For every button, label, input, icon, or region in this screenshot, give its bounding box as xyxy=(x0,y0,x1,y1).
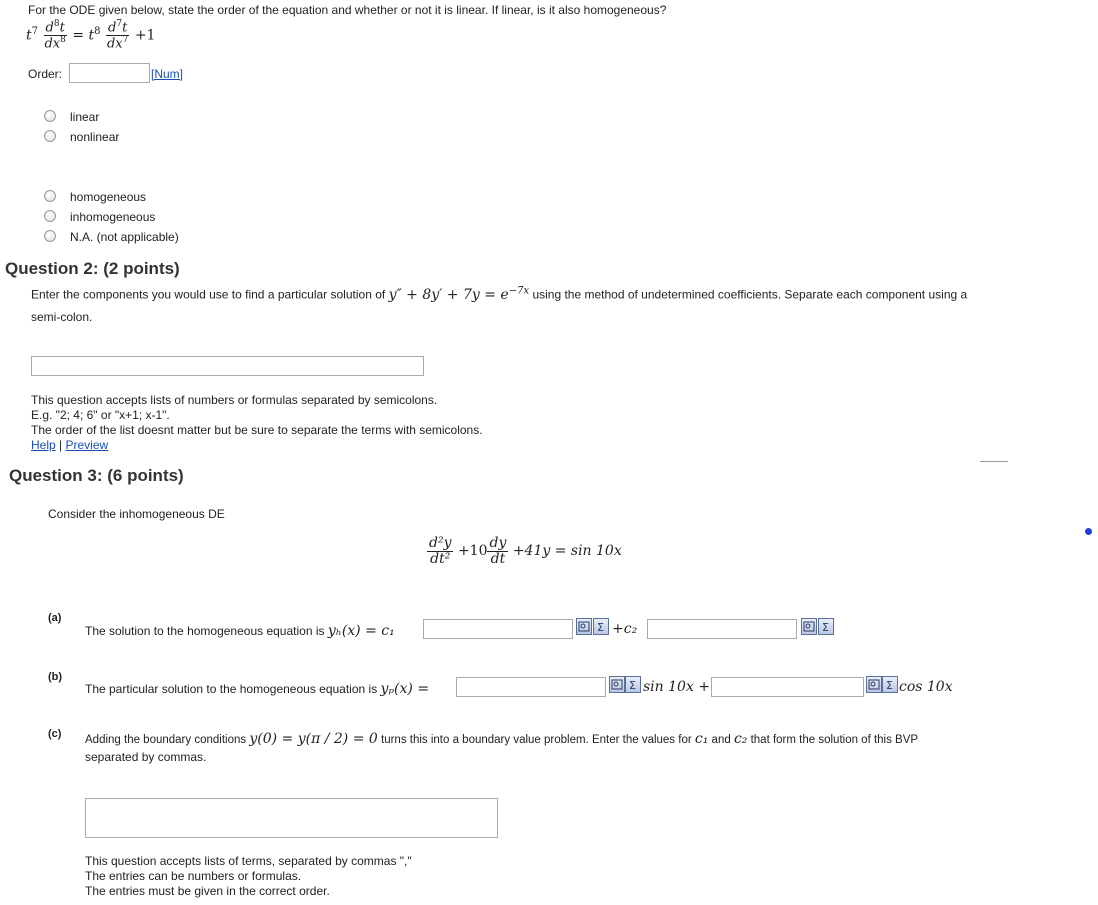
help-line: This question accepts lists of terms, separated by commas "," xyxy=(85,854,412,868)
radio-label-na: N.A. (not applicable) xyxy=(70,230,179,244)
radio-linear[interactable] xyxy=(44,110,56,122)
order-label: Order: xyxy=(28,67,63,81)
part-a-plus-c2: +c₂ xyxy=(612,621,638,637)
radio-nonlinear[interactable] xyxy=(44,130,56,142)
help-link[interactable]: Help xyxy=(31,438,56,452)
part-a-label: (a) xyxy=(48,612,62,624)
link-separator: | xyxy=(55,438,66,452)
part-a-input-1[interactable] xyxy=(423,619,573,639)
radio-homogeneous[interactable] xyxy=(44,190,56,202)
part-c-c1: c₁ xyxy=(694,731,709,747)
part-c-line2: separated by commas. xyxy=(85,750,207,764)
part-b-label: (b) xyxy=(48,671,63,683)
part-b-math: yₚ(x) = xyxy=(380,681,430,697)
part-c-help-text xyxy=(85,854,412,899)
radio-na[interactable] xyxy=(44,230,56,242)
part-c-answer-input[interactable] xyxy=(85,798,498,838)
radio-inhomogeneous[interactable] xyxy=(44,210,56,222)
part-c-label: (c) xyxy=(48,728,62,740)
part-c-c2: c₂ xyxy=(733,731,748,747)
order-input[interactable] xyxy=(69,63,150,83)
radio-label-nonlinear: nonlinear xyxy=(70,130,120,144)
svg-text:Σ: Σ xyxy=(886,679,893,692)
radio-label-inhomogeneous: inhomogeneous xyxy=(70,210,156,224)
help-line: The order of the list doesnt matter but be sure to separate the terms with semicolons. xyxy=(31,423,483,437)
sigma-icon[interactable] xyxy=(593,618,609,635)
divider-line xyxy=(980,461,1008,462)
part-b-input-2[interactable] xyxy=(711,677,864,697)
num-link[interactable]: [Num] xyxy=(151,67,184,81)
equation-editor-icon[interactable] xyxy=(609,676,625,693)
equation-editor-icon[interactable] xyxy=(801,618,817,635)
part-b-cos-term: cos 10x xyxy=(899,679,953,695)
sigma-icon[interactable] xyxy=(818,618,834,635)
help-line: The entries can be numbers or formulas. xyxy=(85,869,302,883)
part-a-input-2[interactable] xyxy=(647,619,797,639)
preview-link[interactable]: Preview xyxy=(65,438,109,452)
q3-intro: Consider the inhomogeneous DE xyxy=(48,507,225,521)
part-c-text xyxy=(85,731,918,747)
help-line: E.g. "2; 4; 6" or "x+1; x-1". xyxy=(31,408,170,422)
part-c-sentence-end: that form the solution of this BVP xyxy=(750,734,919,746)
question-3-heading: Question 3: (6 points) xyxy=(9,466,184,485)
q2-equation: $y'' + 8y' + 7y = e^{-7x}$ xyxy=(388,285,530,303)
part-b-sin-term: sin 10x + xyxy=(643,679,711,695)
q2-prompt-text: Enter the components you would use to find a particular solution of xyxy=(31,287,386,302)
q2-prompt xyxy=(31,285,967,303)
status-dot xyxy=(1085,528,1092,535)
part-c-sentence-mid: turns this into a boundary value problem. Enter the values for xyxy=(381,734,692,746)
part-c-sentence: Adding the boundary conditions xyxy=(85,734,247,746)
svg-text:Σ: Σ xyxy=(629,679,636,692)
radio-label-linear: linear xyxy=(70,110,100,124)
sigma-icon[interactable] xyxy=(625,676,641,693)
part-a-text xyxy=(85,623,395,639)
q2-help-text xyxy=(31,393,483,453)
q1-equation: $t^7$ $\frac{d^8t}{dx^8}$ = $t^8$ $\frac{d^7t}{dx^7}$ +1 xyxy=(26,19,156,52)
q2-prompt-line2: semi-colon. xyxy=(31,310,93,324)
part-c-bc: y(0) = y(π / 2) = 0 xyxy=(249,731,378,747)
radio-label-homogeneous: homogeneous xyxy=(70,190,147,204)
part-c-and: and xyxy=(711,734,731,746)
equation-editor-icon[interactable] xyxy=(866,676,882,693)
part-b-input-1[interactable] xyxy=(456,677,606,697)
part-a-sentence: The solution to the homogeneous equation is xyxy=(85,624,325,638)
q3-de: $\frac{\text{d²y}}{\text{dt²}}$ +10 $\frac{dy}{dt}$ +41y = sin 10x xyxy=(429,535,622,567)
equation-editor-icon[interactable] xyxy=(576,618,592,635)
help-line: This question accepts lists of numbers or formulas separated by semicolons. xyxy=(31,393,438,407)
part-b-sentence: The particular solution to the homogeneous equation is xyxy=(85,682,378,696)
q1-prompt: For the ODE given below, state the order of the equation and whether or not it is linear. If linear, is it also homogeneous? xyxy=(28,3,667,17)
part-a-math: yₕ(x) = c₁ xyxy=(327,623,395,639)
question-2-heading: Question 2: (2 points) xyxy=(5,259,180,278)
sigma-icon[interactable] xyxy=(882,676,898,693)
svg-text:Σ: Σ xyxy=(822,621,829,634)
q2-prompt-text-after: using the method of undetermined coefficients. Separate each component using a xyxy=(532,287,968,302)
q2-answer-input[interactable] xyxy=(31,356,424,376)
svg-text:Σ: Σ xyxy=(597,621,604,634)
part-b-text xyxy=(85,681,429,697)
help-line: The entries must be given in the correct order. xyxy=(85,884,330,898)
